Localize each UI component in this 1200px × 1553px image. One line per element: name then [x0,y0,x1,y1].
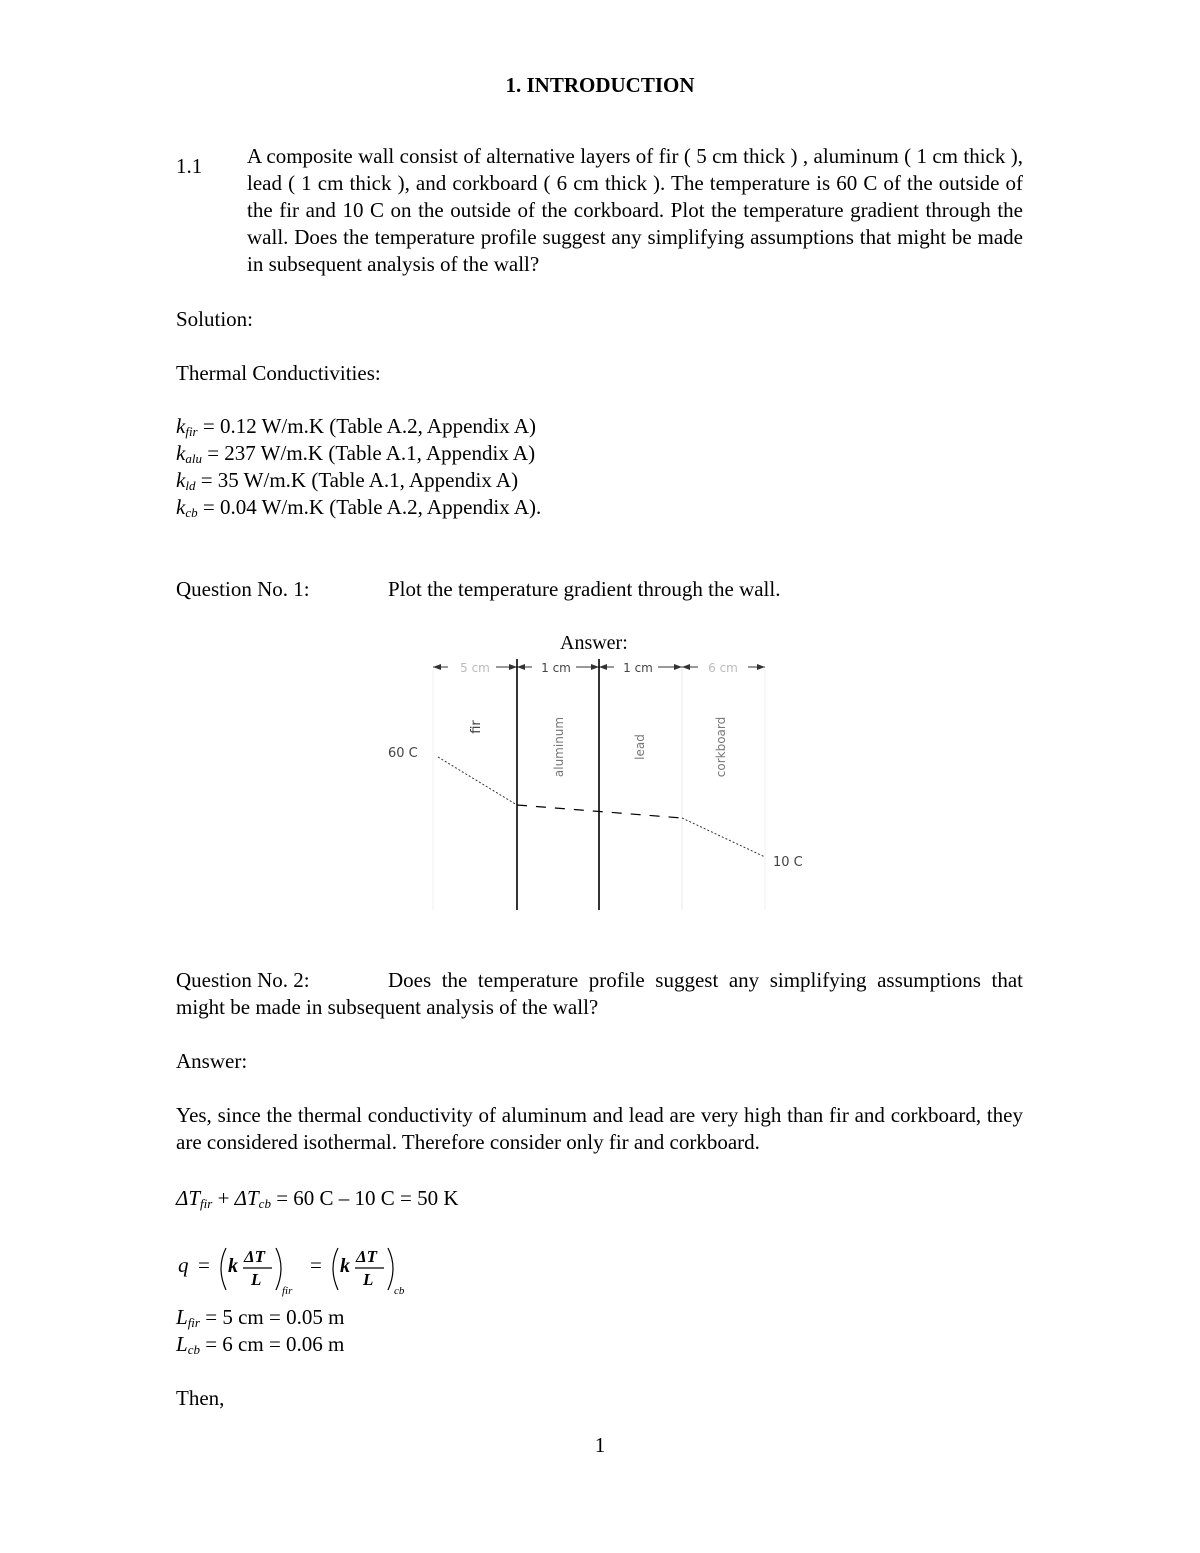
question2-label: Question No. 2: [176,968,310,992]
question1-label: Question No. 1: [176,577,310,601]
dim-arrow [757,664,765,670]
layer-label-aluminum: aluminum [552,716,566,778]
hot-temperature-label: 60 C [388,746,418,761]
answer1-label: Answer: [560,632,628,654]
dim-label-fir: 5 cm [460,661,490,675]
dim-label-aluminum: 1 cm [541,661,571,675]
equals-sign: = [310,1253,322,1277]
k-symbol: k [340,1255,350,1277]
problem-number: 1.1 [176,154,203,178]
dim-arrow [599,664,607,670]
l-denominator: L [363,1270,374,1289]
dim-label-corkboard: 6 cm [708,661,738,675]
delta-t-equation: $\Delta T_{fir} + \Delta T_{cb} = 60$ C – 10 C = 50 K [176,1186,459,1211]
paren-right [276,1248,281,1290]
l-fir-equation: $L_{fir} = 5$ cm = 0.05 m [176,1305,345,1330]
paren-right [388,1248,393,1290]
question1-text: Plot the temperature gradient through the wall. [388,577,781,601]
subscript-cb: cb [394,1285,405,1297]
dim-arrow [591,664,599,670]
cold-temperature-label: 10 C [773,855,803,870]
conductivity-alu: $k_{alu} = 237$ W/m.K (Table A.1, Appendix A) [176,441,536,466]
dim-arrow [433,664,441,670]
paren-left [333,1248,338,1290]
problem-text: A composite wall consist of alternative layers of fir ( 5 cm thick ) , aluminum ( 1 cm thick ), lead ( 1 cm thick ), and corkboard ( 6 cm thick ). The temperature is 60 C of the outside of the fir and 10 C on the outside of the corkboard. Plot the temperature gradient through the wall. Does the temperature profile suggest any simplifying assumptions that might be made in subsequent analysis of the wall? [247,144,1023,276]
profile-corkboard [682,818,765,857]
heat-flux-equation [176,1238,426,1300]
conductivities-label: Thermal Conductivities: [176,361,381,385]
equals-sign: = [198,1253,210,1277]
layer-label-fir: fir [469,720,484,734]
q-symbol: q [178,1253,189,1277]
answer2-text: Yes, since the thermal conductivity of aluminum and lead are very high than fir and corkboard, they are considered isothermal. Therefore consider only fir and corkboard. [176,1103,1023,1154]
page-number: 1 [594,1433,606,1457]
conductivity-ld: $k_{ld} = 35$ W/m.K (Table A.1, Appendix A) [176,468,519,493]
l-denominator: L [251,1270,262,1289]
dim-label-lead: 1 cm [623,661,653,675]
solution-label: Solution: [176,307,254,331]
l-cb-equation: $L_{cb} = 6$ cm = 0.06 m [176,1332,345,1357]
conductivity-fir: $k_{fir} = 0.12$ W/m.K (Table A.2, Appendix A) [176,414,536,439]
dim-arrow [517,664,525,670]
layer-label-lead: lead [633,734,647,760]
dim-arrow [674,664,682,670]
paren-left [221,1248,226,1290]
wall-temperature-diagram [380,655,830,915]
delta-t-numerator: ΔT [244,1247,266,1266]
conductivity-list [176,413,541,521]
question2-block [176,967,1023,1021]
layer-label-corkboard: corkboard [714,716,728,778]
answer2-label: Answer: [176,1049,248,1073]
profile-fir [438,757,517,805]
question2-text: Does the temperature profile suggest any simplifying assumptions that might be made in subsequent analysis of the wall? [176,968,1023,1019]
delta-t-numerator: ΔT [356,1247,378,1266]
page-title: 1. INTRODUCTION [505,73,695,97]
dim-arrow [682,664,690,670]
subscript-fir: fir [282,1285,293,1297]
k-symbol: k [228,1255,238,1277]
conductivity-cb: $k_{cb} = 0.04$ W/m.K (Table A.2, Appendix A). [176,495,542,520]
then-label: Then, [176,1386,225,1410]
dim-arrow [509,664,517,670]
